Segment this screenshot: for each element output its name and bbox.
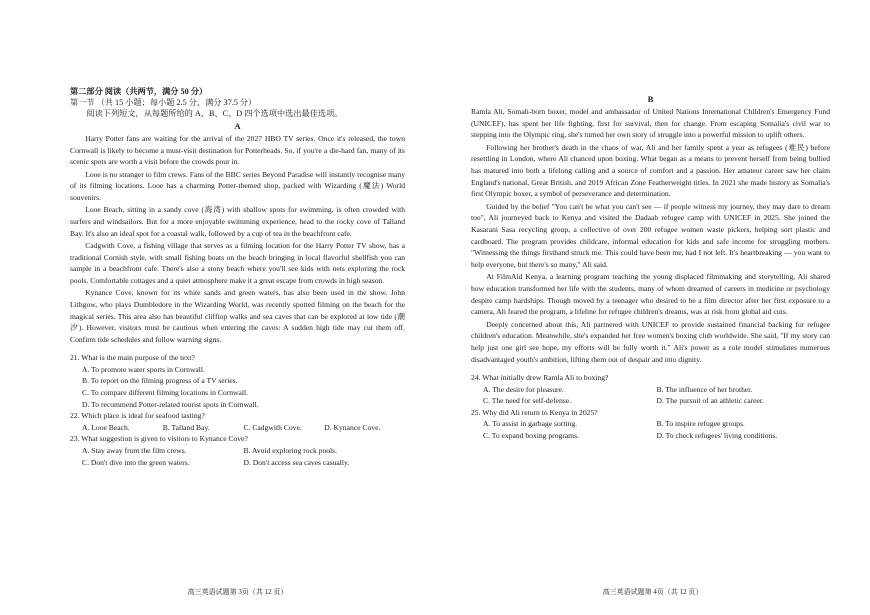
question-25: [471, 407, 830, 442]
question-stem: 24. What initially drew Ramla Ali to boxing?: [471, 372, 609, 382]
page-footer: 高三英语试题第 4页（共 12 页）: [602, 588, 703, 596]
option-a[interactable]: A. To promote water sports in Cornwall.: [82, 364, 205, 374]
option-b[interactable]: B. Talland Bay.: [162, 422, 210, 432]
option-d[interactable]: D. To recommend Potter-related tourist spots in Cornwall.: [82, 399, 259, 409]
passage-label-b: B: [647, 95, 654, 104]
question-stem: 23. What suggestion is given to visitors to Kynance Cove?: [70, 434, 248, 444]
option-a[interactable]: A. The desire for pleasure.: [483, 384, 564, 394]
passage-a-paragraph-3: Looe Beach, sitting in a sandy cove (海湾) with shallow spots for swimming, is often crowded with surfers and windsailors. But for a more enjoyable swimming experience, head to the rocky cove of Talland Bay. It's also an ideal spot for a coastal walk, followed by a cup of tea in the beachfront cafe.: [70, 205, 405, 238]
option-c[interactable]: C. To expand boxing programs.: [483, 430, 579, 440]
option-c[interactable]: C. Don't dive into the green waters.: [82, 457, 190, 467]
option-d[interactable]: D. Kynance Cove.: [324, 422, 381, 432]
right-page: [435, 0, 870, 615]
subsection-header: 第一节 （共 15 小题；每小题 2.5 分，满分 37.5 分）: [70, 98, 257, 107]
option-a[interactable]: A. To assist in garbage sorting.: [483, 419, 578, 429]
passage-b-paragraph-4: At FilmAid Kenya, a learning program teaching the young displaced filmmaking and storytelling, Ali shared how education transformed her life with the students, many of whom dreamed of careers in medicine or psychology despite camp hardships. Though moved by a teenager who desired to be a film director after her first exposure to a camera, Ali feared the program, a lifeline for refugee children's dreams, was at risk from global aid cuts.: [471, 272, 830, 317]
passage-b-paragraph-1: Ramla Ali, Somali-born boxer, model and ambassador of United Nations International Children's Emergency Fund (UNICEF), has spent her life fighting, first for survival, then for change. From escaping Somalia's civil war to stepping into the Olympic ring, she's turned her own story of struggle into a powerful mission to uplift others.: [471, 107, 830, 140]
option-c[interactable]: C. The need for self-defense.: [483, 396, 571, 406]
passage-a-paragraph-5: Kynance Cove, known for its white sands and green waters, has also been used in the show. John Lithgow, who plays Dumbledore in the Wizarding World, was recently spotted filming on the beach for the magical series. This area also has beautiful clifftop walks and sea caves that can be explored at low tide (潮汐). However, visitors must be cautious when entering the caves: A sudden high tide may cut them off. Confirm tide schedules and follow warning signs.: [70, 288, 405, 344]
option-b[interactable]: B. To inspire refugee groups.: [656, 419, 745, 429]
option-b[interactable]: B. Avoid exploring rock pools.: [243, 445, 338, 455]
passage-b-paragraph-2: Following her brother's death in the chaos of war, Ali and her family spent a year as refugees (难民) before resettling in London, where Ali chanced upon boxing. What began as a means to prevent herself from being bullied has matured into both a lifelong calling and a source of comfort and a passion. Her amateur career saw her claim England's national, Great British, and 2019 African Zone Featherweight titles. In 2021 she made history as Somalia's first Olympic boxer, a symbol of perseverance and determination.: [471, 142, 830, 199]
question-21: [70, 352, 405, 410]
question-stem: 21. What is the main purpose of the text?: [70, 353, 195, 363]
passage-b-paragraph-5: Deeply concerned about this, Ali partnered with UNICEF to provide sustained financial backing for refugee children's education. Meanwhile, she's expanded her free women's boxing club worldwide. She said, "If my story can help just one girl see hope, my efforts will be fully worth it." Ali's power as a role model stimulates numerous disadvantaged youth's ambition, lifting them out of despair and into dignity.: [471, 319, 830, 364]
instruction: 阅读下列短文，从每题所给的 A、B、C、D 四个选项中选出最佳选项。: [86, 109, 343, 118]
passage-label-a: A: [234, 122, 241, 131]
question-stem: 22. Which place is ideal for seafood tasting?: [70, 411, 205, 421]
passage-a-paragraph-2: Looe is no stranger to film crews. Fans of the BBC series Beyond Paradise will instantly recognise many of its filming locations. Looe has a charming Potter-themed shop, packed with Wizarding (魔法) World souvenirs.: [70, 169, 405, 203]
option-c[interactable]: C. Cadgwith Cove.: [243, 422, 302, 432]
passage-b-paragraph-3: Guided by the belief "You can't be what you can't see — if people witness my journey, they may dare to dream too", Ali journeyed back to Kenya and visited the Dadaab refugee camp with UNICEF in 2025. She joined the Kasarani Sasa recycling group, a collective of over 200 refugee women waste pickers, helping sort plastic and cardboard. The program provides childcare, informal education for kids and safe income for struggling mothers. "Witnessing the things firsthand struck me. This could have been me, had I not left. It's heartbreaking — you want to help everyone, but there's so many," Ali said.: [471, 201, 830, 270]
question-22: [70, 410, 405, 433]
option-a[interactable]: A. Looe Beach.: [82, 422, 130, 432]
option-c[interactable]: C. To compare different filming locations in Cornwall.: [82, 387, 249, 397]
option-d[interactable]: D. The pursuit of an athletic career.: [656, 396, 764, 406]
question-stem: 25. Why did Ali return to Kenya in 2025?: [471, 407, 598, 417]
option-b[interactable]: B. The influence of her brother.: [656, 384, 753, 394]
page-footer: 高三英语试题第 3页（共 12 页）: [187, 588, 288, 596]
option-d[interactable]: D. Don't access sea caves casually.: [243, 457, 350, 467]
passage-a-paragraph-1: Harry Potter fans are waiting for the arrival of the 2027 HBO TV series. Once it's released, the town Cornwall is likely to become a must-visit destination for Potterheads. So, if you're a die-hard fan, many of its scenic spots are worth a visit before the crowds pour in.: [70, 134, 405, 167]
option-a[interactable]: A. Stay away from the film crews.: [82, 445, 187, 455]
section-header: 第二部分 阅读（共两节，满分 50 分）: [70, 87, 208, 96]
option-d[interactable]: D. To check refugees' living conditions.: [656, 430, 778, 440]
option-b[interactable]: B. To report on the filming progress of a TV series.: [82, 376, 238, 386]
question-24: [471, 372, 830, 407]
passage-a-paragraph-4: Cadgwith Cove, a fishing village that serves as a filming location for the Harry Potter TV show, has a traditional Cornish style, with small fishing boats on the beach bringing in local flavorful shellfish you can sample in a beachfront cafe. There's also a stony beach where you'll see kids with nets exploring the rock pools. Comfortable cottages and a quiet atmosphere make it a great escape from crowds in high season.: [70, 240, 405, 285]
question-23: [70, 433, 405, 468]
